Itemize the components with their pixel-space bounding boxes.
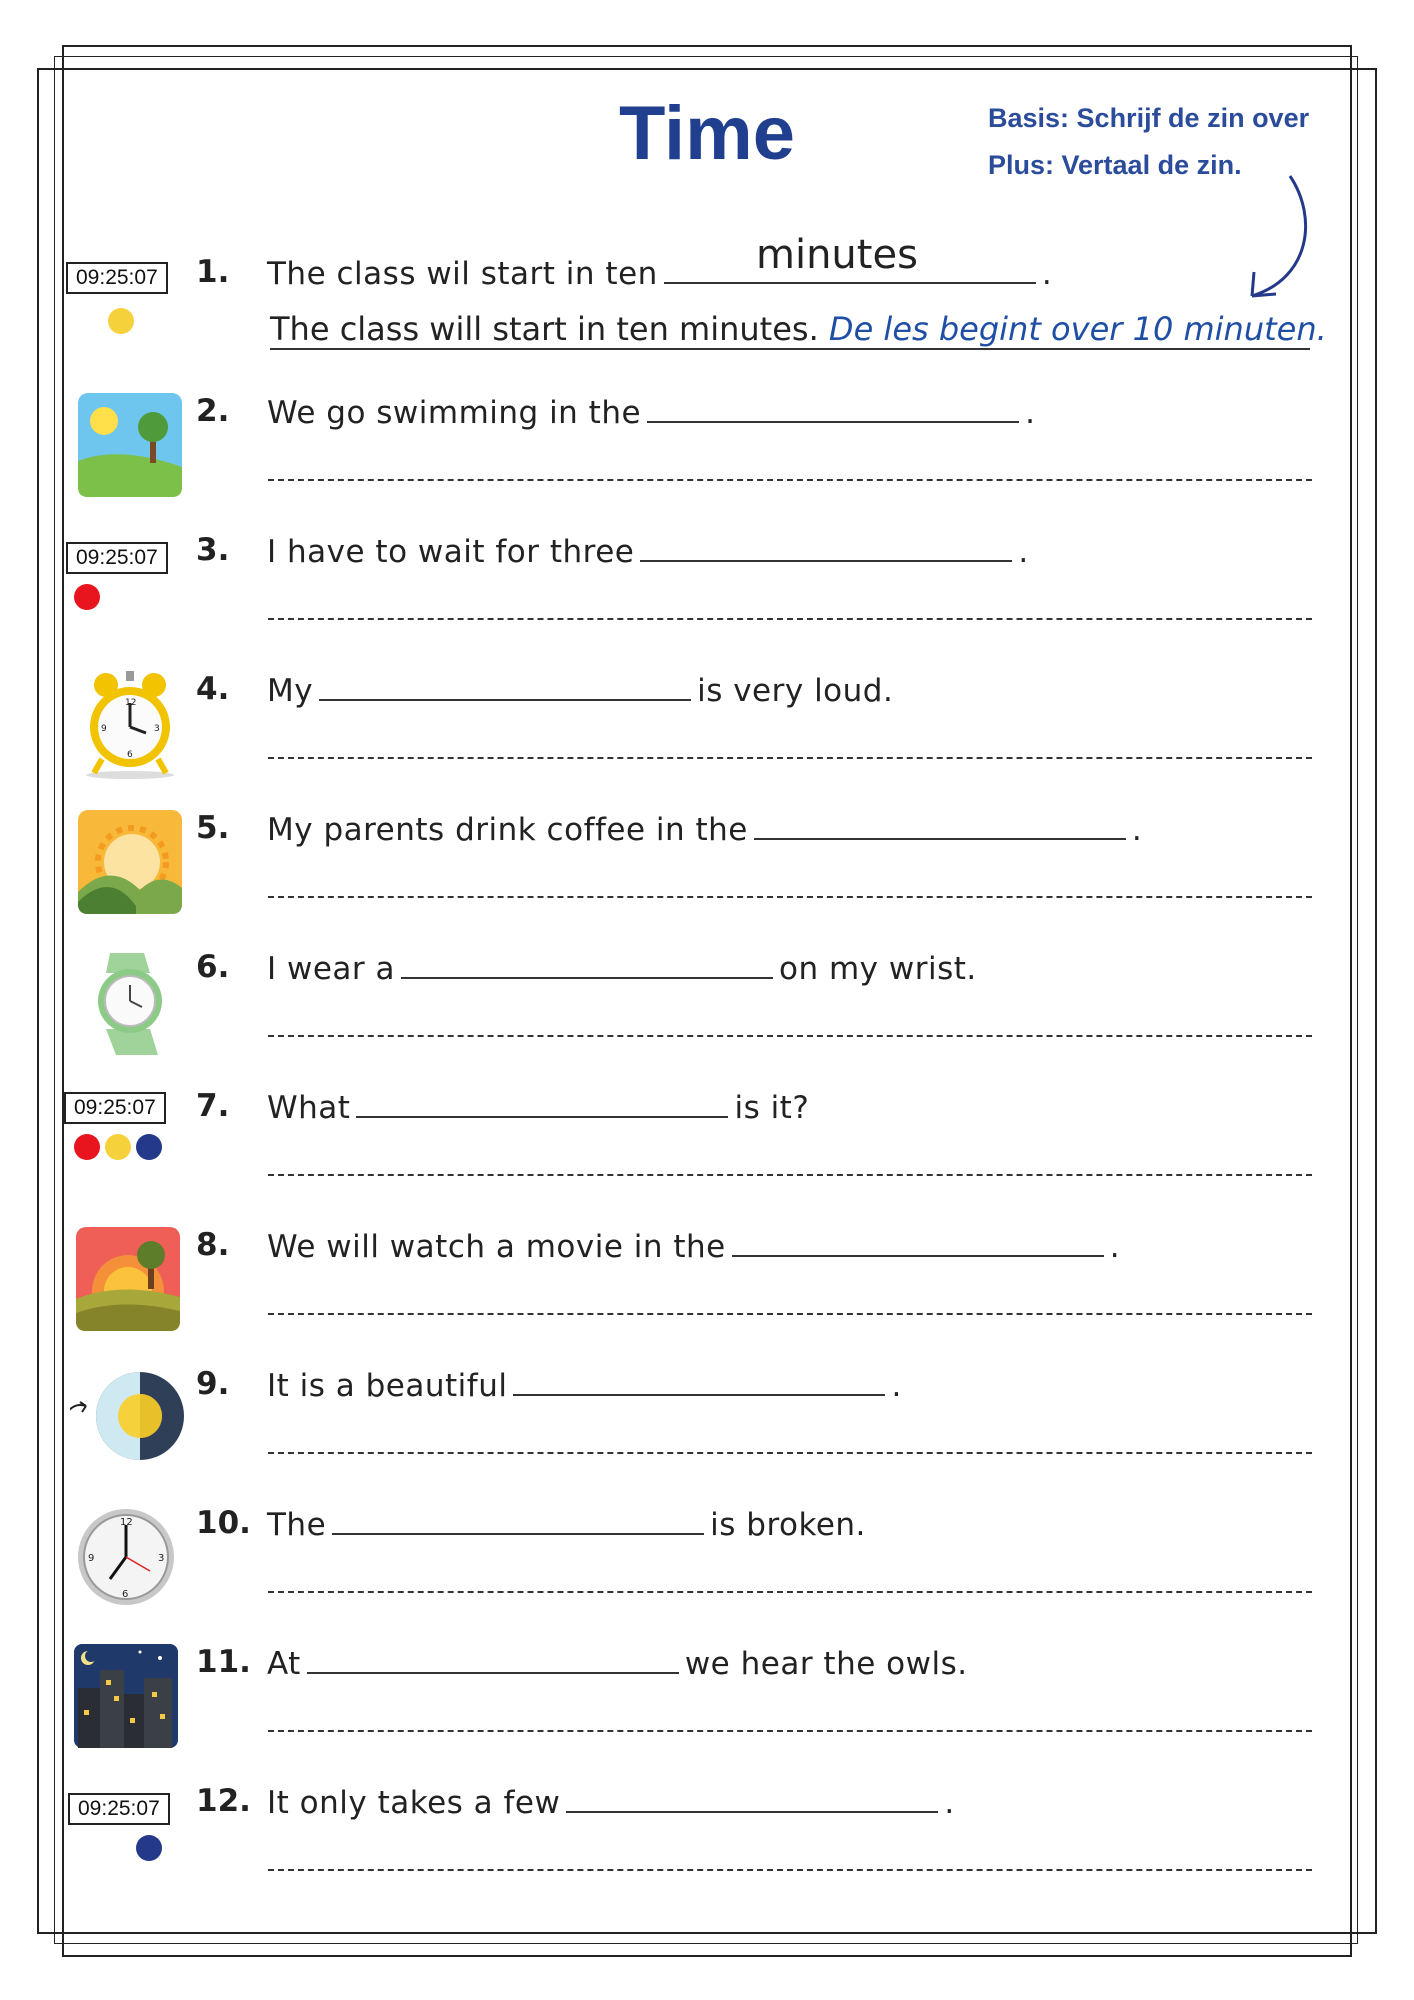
alarm-clock-icon (70, 671, 188, 781)
exercise-item-10 (0, 1505, 1414, 1644)
answer-blank[interactable] (356, 1094, 728, 1118)
answer-blank[interactable] (319, 677, 691, 701)
page-title: Time (618, 91, 795, 176)
item-number: 2. (196, 393, 230, 429)
instruction-plus: Plus: Vertaal de zin. (988, 150, 1242, 180)
item-sentence (267, 395, 1035, 431)
answer-blank[interactable] (332, 1511, 704, 1535)
sentence-before: What (267, 1090, 351, 1126)
writing-line[interactable] (268, 479, 1312, 481)
answer-blank[interactable] (754, 816, 1126, 840)
example-sentence: The class will start in ten minutes. (270, 310, 819, 348)
instruction-basis: Basis: Schrijf de zin over (988, 103, 1310, 133)
item-number: 6. (196, 949, 230, 985)
writing-line[interactable] (268, 1452, 1312, 1454)
summer-landscape-icon (70, 393, 188, 503)
wall-clock-icon (70, 1505, 188, 1615)
item-sentence (267, 1368, 902, 1404)
answer-blank[interactable] (401, 955, 773, 979)
svg-text:6: 6 (127, 750, 133, 760)
svg-text:6: 6 (122, 1589, 129, 1600)
writing-line[interactable] (268, 1869, 1312, 1871)
red-dot (74, 1134, 100, 1160)
item-sentence (267, 1507, 866, 1543)
clock-blue-dot-icon (70, 1783, 188, 1893)
wristwatch-icon (70, 949, 188, 1059)
digital-clock: 09:25:07 (64, 1092, 166, 1124)
sentence-before: The (267, 1507, 327, 1543)
sunset-icon (70, 1227, 188, 1337)
svg-text:12: 12 (125, 698, 137, 708)
item-sentence (267, 1229, 1120, 1265)
example-translation: De les begint over 10 minuten. (828, 310, 1327, 348)
writing-line[interactable] (268, 1591, 1312, 1593)
item-number: 7. (196, 1088, 230, 1124)
item-number: 12. (196, 1783, 251, 1819)
day-night-icon (70, 1366, 188, 1476)
clock-yellow-dot-icon (70, 254, 188, 364)
sentence-after: . (1041, 256, 1053, 292)
answer-blank[interactable] (732, 1233, 1104, 1257)
exercise-item-3 (0, 532, 1414, 671)
svg-text:3: 3 (154, 724, 160, 734)
exercise-item-6 (0, 949, 1414, 1088)
exercise-item-11 (0, 1644, 1414, 1783)
writing-line[interactable] (268, 1730, 1312, 1732)
item-number: 4. (196, 671, 230, 707)
sentence-after: . (1131, 812, 1143, 848)
digital-clock: 09:25:07 (66, 262, 168, 294)
sentence-after: is broken. (710, 1507, 866, 1543)
writing-line[interactable] (268, 1174, 1312, 1176)
sentence-after: . (891, 1368, 902, 1404)
item-number: 8. (196, 1227, 230, 1263)
item-sentence (267, 673, 893, 709)
writing-line[interactable] (268, 1035, 1312, 1037)
sentence-after: . (1109, 1229, 1121, 1265)
sentence-after: is very loud. (697, 673, 894, 709)
item-number: 5. (196, 810, 230, 846)
exercise-item-1 (0, 232, 1414, 393)
sentence-before: I have to wait for three (267, 534, 635, 570)
item-sentence (267, 812, 1142, 848)
exercise-item-9 (0, 1366, 1414, 1505)
item-number: 3. (196, 532, 230, 568)
exercise-item-5 (0, 810, 1414, 949)
writing-line[interactable] (268, 1313, 1312, 1315)
item-number: 9. (196, 1366, 230, 1402)
exercise-item-4 (0, 671, 1414, 810)
digital-clock: 09:25:07 (68, 1793, 170, 1825)
exercise-item-2 (0, 393, 1414, 532)
digital-clock: 09:25:07 (66, 542, 168, 574)
sentence-after: . (1025, 395, 1036, 431)
sentence-after: we hear the owls. (684, 1646, 968, 1682)
item-sentence (267, 1090, 809, 1126)
item-sentence (267, 1646, 968, 1682)
exercise-item-12 (0, 1783, 1414, 1922)
item-sentence (267, 1785, 955, 1821)
exercise-item-8 (0, 1227, 1414, 1366)
sentence-after: is it? (734, 1090, 810, 1126)
answer-blank[interactable] (307, 1650, 679, 1674)
sunrise-icon (70, 810, 188, 920)
item-sentence (267, 534, 1029, 570)
svg-text:9: 9 (101, 724, 107, 734)
clock-three-dots-icon (70, 1088, 188, 1198)
example-answer: minutes (756, 232, 918, 278)
sentence-before: It only takes a few (267, 1785, 561, 1821)
yellow-dot (105, 1134, 131, 1160)
item-number: 1. (196, 254, 230, 290)
item-number: 11. (196, 1644, 251, 1680)
item-sentence (267, 256, 1052, 292)
sentence-before: The class wil start in ten (267, 256, 658, 292)
sentence-before: I wear a (267, 951, 396, 987)
yellow-dot (108, 308, 134, 334)
answer-blank[interactable] (640, 538, 1012, 562)
svg-text:12: 12 (120, 1517, 133, 1528)
night-city-icon (70, 1644, 188, 1754)
writing-line[interactable] (268, 618, 1312, 620)
sentence-after: . (944, 1785, 955, 1821)
example-answer-line[interactable] (270, 310, 1327, 350)
item-sentence (267, 951, 977, 987)
answer-blank[interactable] (513, 1372, 885, 1396)
blue-dot (136, 1835, 162, 1861)
svg-text:9: 9 (88, 1553, 95, 1564)
writing-line[interactable] (268, 757, 1312, 759)
item-number: 10. (196, 1505, 251, 1541)
sentence-before: We will watch a movie in the (267, 1229, 726, 1265)
sentence-before: At (267, 1646, 301, 1682)
clock-red-dot-icon (70, 532, 188, 642)
svg-text:3: 3 (158, 1553, 165, 1564)
sentence-after: on my wrist. (779, 951, 977, 987)
sentence-before: We go swimming in the (267, 395, 642, 431)
sentence-before: My (267, 673, 314, 709)
answer-blank[interactable] (566, 1789, 938, 1813)
exercise-item-7 (0, 1088, 1414, 1227)
red-dot (74, 584, 100, 610)
writing-line[interactable] (268, 896, 1312, 898)
blue-dot (136, 1134, 162, 1160)
sentence-before: My parents drink coffee in the (267, 812, 748, 848)
answer-blank[interactable] (647, 399, 1019, 423)
sentence-before: It is a beautiful (267, 1368, 508, 1404)
sentence-after: . (1018, 534, 1029, 570)
